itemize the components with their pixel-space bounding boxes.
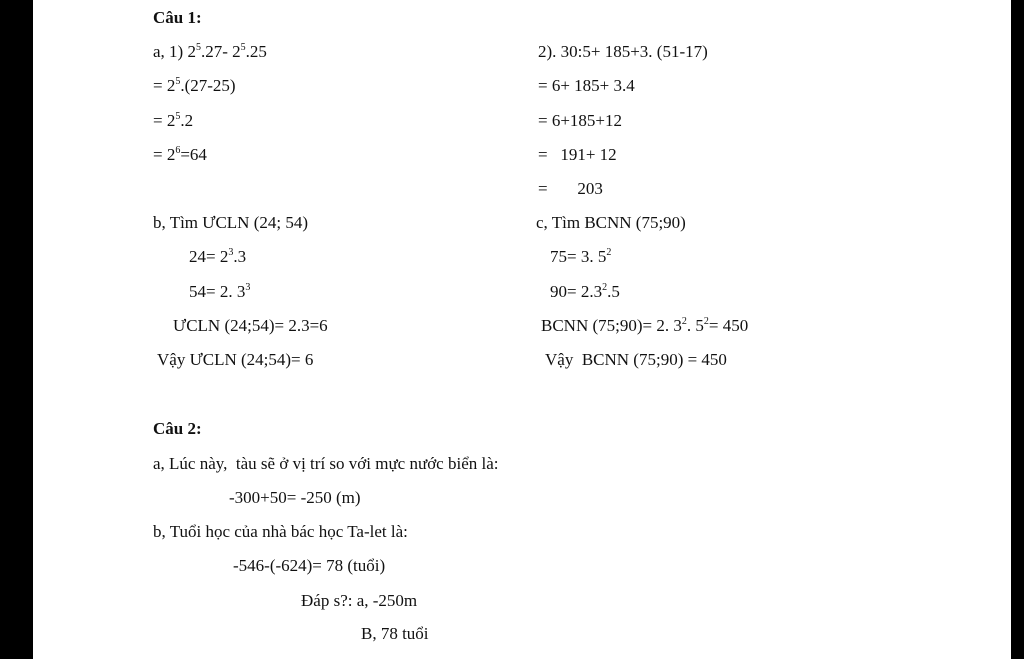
part-b-line-1: $24= 2^3.3$ <box>189 247 247 266</box>
part-a2-line-5: = 203 <box>538 179 603 198</box>
q2-part-a-calc: -300+50= -250 (m) <box>229 488 361 507</box>
part-a2-line-3: = 6+185+12 <box>538 111 623 130</box>
part-c-line-2: $90= 2.3^2.5$ <box>550 282 620 301</box>
part-a2-line-2: = 6+ 185+ 3.4 <box>538 76 635 95</box>
question-1-title: Câu 1: <box>153 8 202 27</box>
part-a2-line-1: 2). 30:5+ 185+3. (51-17) <box>538 42 708 61</box>
answer-line-2: B, 78 tuổi <box>361 624 429 643</box>
part-a1-line-2: = $2^5.(27-25)$ <box>153 76 236 95</box>
document-page <box>33 0 1011 659</box>
q2-part-b-calc: -546-(-624)= 78 (tuổi) <box>233 556 386 575</box>
part-b-title: b, Tìm ƯCLN (24; 54) <box>153 213 309 232</box>
q2-part-b-text: b, Tuổi học của nhà bác học Ta-let là: <box>153 522 408 541</box>
part-a1-line-1: a, 1) $2^5.27-$ $2^5.25$ <box>153 42 267 61</box>
part-b-line-2: 54= 2. $3^3$ <box>189 282 251 301</box>
part-b-conclusion: Vậy ƯCLN (24;54)= 6 <box>157 350 314 369</box>
question-2-title: Câu 2: <box>153 419 202 438</box>
q2-part-a-text: a, Lúc này, tàu sẽ ở vị trí so với mực nước biển là: <box>153 454 499 473</box>
part-c-line-1: 75= 3. $5^2$ <box>550 247 612 266</box>
part-a2-line-4: = 191+ 12 <box>538 145 617 164</box>
part-a-label: a, 1) <box>153 42 188 61</box>
part-b-line-3: ƯCLN (24;54)= 2.3=6 <box>173 316 328 335</box>
part-c-title: c, Tìm BCNN (75;90) <box>536 213 686 232</box>
part-c-conclusion: Vậy BCNN (75;90) = 450 <box>545 350 727 369</box>
part-a1-line-3: = $2^5.2$ <box>153 111 194 130</box>
part-a1-line-4: = $2^6=64$ <box>153 145 207 164</box>
answer-line-1: Đáp s?: a, -250m <box>301 591 418 610</box>
part-c-line-3: BCNN (75;90)= 2. $3^2$. $5^2= 450$ <box>541 316 749 335</box>
